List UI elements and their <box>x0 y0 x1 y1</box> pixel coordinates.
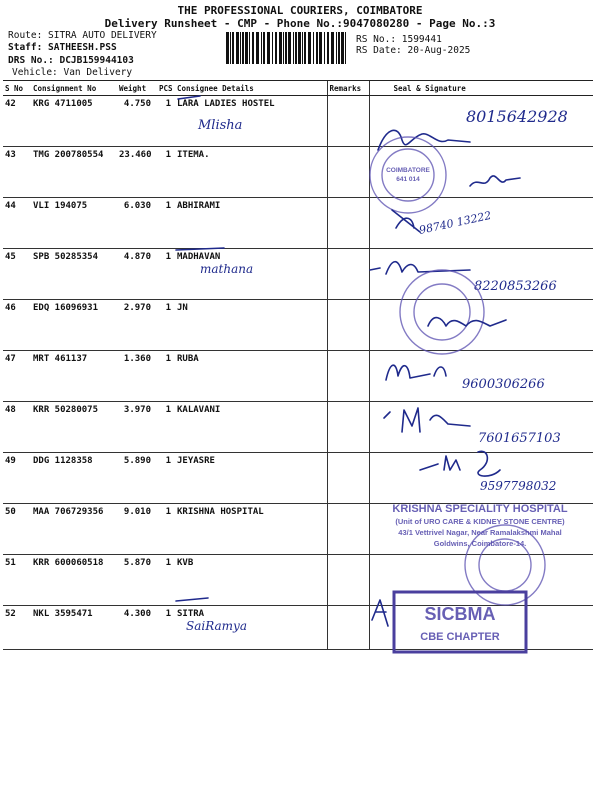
signature-row-49-phone: 9597798032 <box>480 479 557 493</box>
cell-remarks <box>327 402 369 453</box>
cell-sno: 52 <box>3 606 31 650</box>
staff-info: Staff: SATHEESH.PSS <box>8 42 117 53</box>
cell-pcs: 1 <box>157 300 175 351</box>
col-seal: Seal & Signature <box>369 81 593 96</box>
cell-remarks <box>327 198 369 249</box>
cell-seal <box>369 555 593 606</box>
cell-consignee: LARA LADIES HOSTEL <box>175 96 327 147</box>
cell-weight: 1.360 <box>117 351 157 402</box>
barcode-bar <box>324 32 325 64</box>
svg-text:641 014: 641 014 <box>396 176 420 183</box>
cell-weight: 23.460 <box>117 147 157 198</box>
table-row <box>3 198 593 249</box>
barcode-bar <box>345 32 346 64</box>
svg-text:CBE CHAPTER: CBE CHAPTER <box>420 631 500 643</box>
barcode-bar <box>245 32 248 64</box>
table-row <box>3 453 593 504</box>
table-row <box>3 402 593 453</box>
table-row <box>3 249 593 300</box>
svg-text:(Unit of URO CARE & KIDNEY STO: (Unit of URO CARE & KIDNEY STONE CENTRE) <box>395 517 565 526</box>
barcode-bar <box>341 32 344 64</box>
table-header-row <box>3 81 593 96</box>
cell-seal <box>369 402 593 453</box>
cell-consignment-no: EDQ 16096931 <box>31 300 117 351</box>
cell-sno: 50 <box>3 504 31 555</box>
runsheet-table <box>3 80 593 650</box>
cell-consignment-no: MAA 706729356 <box>31 504 117 555</box>
cell-consignee: ABHIRAMI <box>175 198 327 249</box>
cell-pcs: 1 <box>157 504 175 555</box>
barcode-bar <box>295 32 297 64</box>
barcode-bar <box>316 32 318 64</box>
cell-weight: 4.750 <box>117 96 157 147</box>
cell-consignment-no: KRG 4711005 <box>31 96 117 147</box>
table-row <box>3 147 593 198</box>
cell-pcs: 1 <box>157 198 175 249</box>
cell-remarks <box>327 249 369 300</box>
barcode-bar <box>252 32 254 64</box>
cell-consignment-no: DDG 1128358 <box>31 453 117 504</box>
cell-weight: 5.870 <box>117 555 157 606</box>
barcode-bar <box>331 32 334 64</box>
signature-row-45-phone: 8220853266 <box>474 279 557 294</box>
rs-number: RS No.: 1599441 <box>356 34 442 45</box>
barcode-bar <box>232 32 234 64</box>
barcode-bar <box>319 32 322 64</box>
cell-pcs: 1 <box>157 555 175 606</box>
col-remarks: Remarks <box>327 81 369 96</box>
table-row <box>3 606 593 650</box>
barcode-bar <box>226 32 229 64</box>
cell-seal <box>369 606 593 650</box>
cell-pcs: 1 <box>157 606 175 650</box>
table-row <box>3 96 593 147</box>
cell-sno: 44 <box>3 198 31 249</box>
barcode-bar <box>327 32 329 64</box>
signature-row-52-name: SaiRamya <box>186 619 247 633</box>
cell-seal <box>369 147 593 198</box>
cell-seal <box>369 300 593 351</box>
svg-text:KRISHNA SPECIALITY HOSPITAL: KRISHNA SPECIALITY HOSPITAL <box>392 503 568 515</box>
vehicle-info: Vehicle: Van Delivery <box>12 67 133 78</box>
barcode-bar <box>272 32 273 64</box>
cell-seal <box>369 249 593 300</box>
barcode-bar <box>338 32 340 64</box>
cell-weight: 3.970 <box>117 402 157 453</box>
cell-remarks <box>327 300 369 351</box>
barcode-bar <box>256 32 259 64</box>
signature-row-48-phone: 7601657103 <box>478 431 561 446</box>
barcode-bar <box>240 32 241 64</box>
cell-sno: 51 <box>3 555 31 606</box>
cell-sno: 49 <box>3 453 31 504</box>
col-pcs: PCS <box>157 81 175 96</box>
cell-pcs: 1 <box>157 147 175 198</box>
cell-sno: 45 <box>3 249 31 300</box>
cell-consignment-no: SPB 50285354 <box>31 249 117 300</box>
cell-sno: 43 <box>3 147 31 198</box>
barcode-bar <box>313 32 314 64</box>
barcode-bar <box>267 32 270 64</box>
barcode-bar <box>242 32 244 64</box>
svg-text:SICBMA: SICBMA <box>424 604 496 624</box>
cell-weight: 4.870 <box>117 249 157 300</box>
barcode-bar <box>283 32 284 64</box>
signature-row-47-phone: 9600306266 <box>462 377 545 392</box>
cell-pcs: 1 <box>157 249 175 300</box>
table-row <box>3 351 593 402</box>
cell-remarks <box>327 147 369 198</box>
cell-remarks <box>327 453 369 504</box>
barcode <box>226 32 350 64</box>
cell-consignment-no: KRR 50280075 <box>31 402 117 453</box>
handwritten-row-44-number: 98740 13222 <box>417 208 493 237</box>
cell-seal <box>369 504 593 555</box>
cell-consignment-no: KRR 600060518 <box>31 555 117 606</box>
barcode-bar <box>263 32 265 64</box>
cell-remarks <box>327 504 369 555</box>
cell-sno: 48 <box>3 402 31 453</box>
cell-pcs: 1 <box>157 96 175 147</box>
cell-seal <box>369 198 593 249</box>
barcode-bar <box>230 32 231 64</box>
barcode-bar <box>285 32 287 64</box>
rs-date: RS Date: 20-Aug-2025 <box>356 45 471 56</box>
cell-weight: 9.010 <box>117 504 157 555</box>
col-sno: S No <box>3 81 31 96</box>
col-consignee: Consignee Details <box>175 81 327 96</box>
drs-info: DRS No.: DCJB159944103 <box>8 55 134 66</box>
route-info: Route: SITRA AUTO DELIVERY <box>8 30 157 41</box>
barcode-bar <box>261 32 262 64</box>
barcode-bar <box>302 32 303 64</box>
barcode-bar <box>293 32 294 64</box>
cell-consignment-no: TMG 200780554 <box>31 147 117 198</box>
cell-sno: 47 <box>3 351 31 402</box>
cell-consignee: ITEMA. <box>175 147 327 198</box>
cell-seal <box>369 96 593 147</box>
cell-consignee: JEYASRE <box>175 453 327 504</box>
svg-text:43/1 Vettrivel Nagar, Near Ram: 43/1 Vettrivel Nagar, Near Ramalakshmi Mahal <box>398 528 562 537</box>
cell-consignee: SITRA <box>175 606 327 650</box>
cell-consignment-no: VLI 194075 <box>31 198 117 249</box>
barcode-bar <box>275 32 277 64</box>
cell-pcs: 1 <box>157 402 175 453</box>
cell-remarks <box>327 606 369 650</box>
cell-remarks <box>327 96 369 147</box>
cell-weight: 2.970 <box>117 300 157 351</box>
cell-remarks <box>327 555 369 606</box>
barcode-bar <box>304 32 306 64</box>
cell-consignee: KVB <box>175 555 327 606</box>
barcode-bar <box>336 32 337 64</box>
cell-seal <box>369 453 593 504</box>
cell-remarks <box>327 351 369 402</box>
cell-seal <box>369 351 593 402</box>
signature-row-42-phone: 8015642928 <box>466 107 568 126</box>
table-row <box>3 504 593 555</box>
cell-consignee: RUBA <box>175 351 327 402</box>
table-row <box>3 555 593 606</box>
barcode-bar <box>298 32 301 64</box>
col-consignment: Consignment No <box>31 81 117 96</box>
cell-weight: 6.030 <box>117 198 157 249</box>
col-weight: Weight <box>117 81 157 96</box>
barcode-bar <box>288 32 291 64</box>
cell-weight: 4.300 <box>117 606 157 650</box>
cell-consignee: JN <box>175 300 327 351</box>
barcode-bar <box>249 32 250 64</box>
cell-consignment-no: MRT 461137 <box>31 351 117 402</box>
cell-sno: 46 <box>3 300 31 351</box>
cell-pcs: 1 <box>157 453 175 504</box>
barcode-bar <box>279 32 282 64</box>
cell-consignee: MADHAVAN <box>175 249 327 300</box>
barcode-bar <box>308 32 311 64</box>
table-row <box>3 300 593 351</box>
company-title: THE PROFESSIONAL COURIERS, COIMBATORE <box>177 4 423 17</box>
barcode-bar <box>236 32 239 64</box>
runsheet-title: Delivery Runsheet - CMP - Phone No.:9047080280 - Page No.:3 <box>104 17 496 30</box>
signature-row-45-name: mathana <box>200 262 254 276</box>
cell-consignment-no: NKL 3595471 <box>31 606 117 650</box>
cell-weight: 5.890 <box>117 453 157 504</box>
cell-pcs: 1 <box>157 351 175 402</box>
signature-row-42-name: Mlisha <box>198 118 243 133</box>
cell-sno: 42 <box>3 96 31 147</box>
svg-text:Goldwins, Coimbatore-14.: Goldwins, Coimbatore-14. <box>433 539 527 548</box>
cell-consignee: KRISHNA HOSPITAL <box>175 504 327 555</box>
cell-consignee: KALAVANI <box>175 402 327 453</box>
svg-text:COIMBATORE: COIMBATORE <box>386 167 430 174</box>
